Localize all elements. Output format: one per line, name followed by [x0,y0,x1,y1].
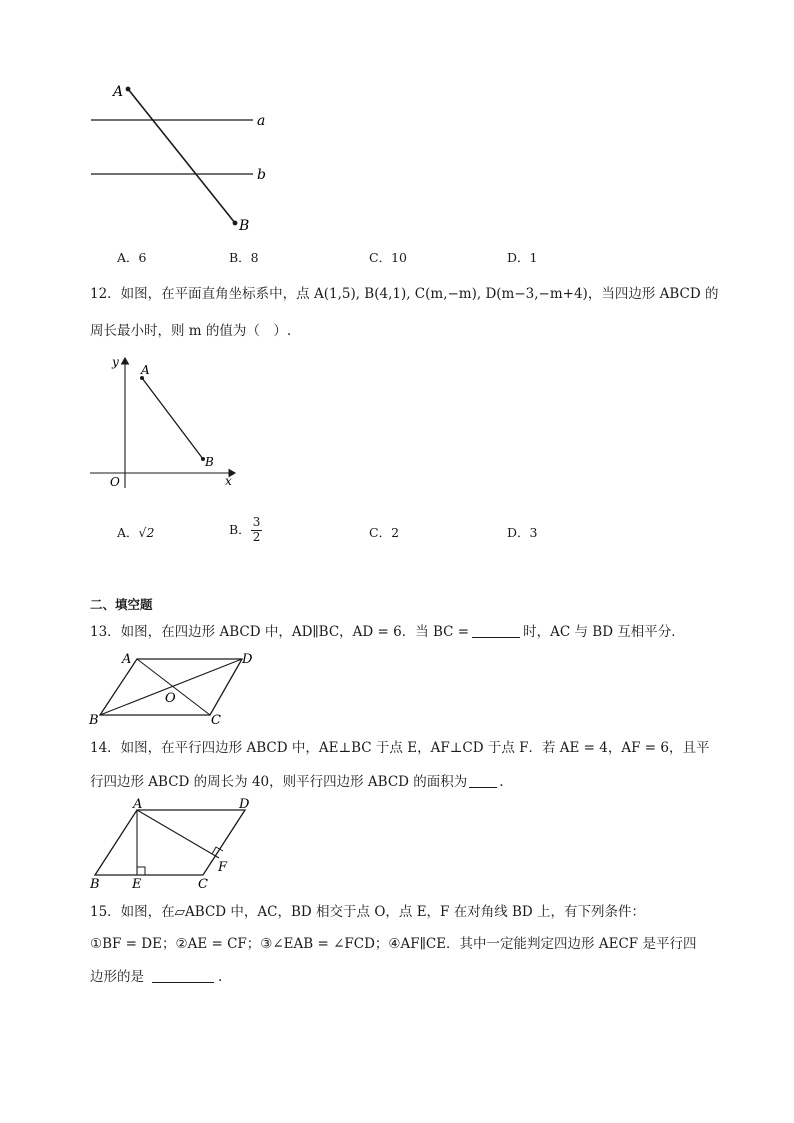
q13-text-before: 13．如图，在四边形 ABCD 中，AD∥BC，AD = 6．当 BC = [90,624,470,640]
segment-ab [142,378,203,459]
q15-line-2: ①BF = DE；②AE = CF；③∠EAB = ∠FCD；④AF∥CE．其中一定能判定四边形 AECF 是平行四 [90,936,697,952]
q12-option-b-fraction [251,516,263,545]
fraction-numerator: 3 [252,515,261,529]
point-b-dot [233,221,238,226]
q11-figure [80,78,280,238]
q12-option-a-value: √2 [138,525,155,540]
q11-option-b: B．8 [229,250,259,265]
q12-option-c: C．2 [369,525,400,540]
label-c: C [211,713,221,728]
fraction-denominator: 2 [252,529,261,544]
q13-text-after: 时，AC 与 BD 互相平分． [523,624,685,640]
q15-line-3 [90,970,222,985]
label-a: A [141,363,150,377]
q13-figure [85,648,265,728]
label-e: E [132,877,142,892]
label-line-b: b [257,167,266,183]
q13-answer-blank[interactable] [472,625,520,638]
q13-text [90,625,685,640]
q12-option-b [229,516,262,545]
q14-line-2-after: . [499,774,504,790]
q15-line-3-before: 边形的是 [90,969,144,985]
q14-line-2 [90,775,504,790]
diagonal-bd [100,659,242,715]
label-o: O [165,691,176,706]
label-a: A [122,652,132,667]
label-a: A [113,84,124,100]
section-title: 二、填空题 [90,597,153,612]
q11-option-d: D．1 [507,250,538,265]
right-angle-mark-e [137,867,145,875]
label-d: D [239,797,250,812]
label-b: B [89,713,99,728]
label-line-a: a [257,113,266,129]
label-b: B [239,218,250,234]
q15-line-1: 15．如图，在▱ABCD 中，AC，BD 相交于点 O，点 E，F 在对角线 BD 上，有下列条件： [90,904,646,920]
q12-option-a [117,527,154,540]
q14-line-1: 14．如图，在平行四边形 ABCD 中，AE⊥BC 于点 E，AF⊥CD 于点 F．若 AE = 4，AF = 6，且平 [90,740,710,756]
q14-answer-blank[interactable] [469,775,497,788]
q12-option-b-prefix: B． [229,522,251,538]
q11-option-c: C．10 [369,250,407,265]
q11-option-a: A．6 [117,250,147,265]
q14-line-2-before: 行四边形 ABCD 的周长为 40，则平行四边形 ABCD 的面积为 [90,774,468,790]
axis-y-label: y [112,355,119,369]
q12-line-2: 周长最小时，则 m 的值为（ ）. [90,323,292,339]
axis-x-label: x [225,474,232,488]
segment-ab [128,89,235,223]
point-a-dot [126,87,131,92]
q15-answer-blank[interactable] [152,970,214,983]
q12-option-a-prefix: A． [117,525,139,540]
q14-figure [85,795,275,895]
label-c: C [198,877,208,892]
diagonal-ac [137,659,210,715]
label-a: A [133,797,143,812]
q12-coordinate-figure [85,352,250,492]
label-f: F [218,860,228,875]
label-d: D [242,652,253,667]
q15-line-3-after: . [218,969,223,985]
q12-line-1: 12．如图，在平面直角坐标系中，点 A(1,5), B(4,1), C(m,−m), D(m−3,−m+4)，当四边形 ABCD 的 [90,286,719,302]
origin-label: O [110,475,120,489]
altitude-af [137,810,219,858]
label-b: B [205,455,214,469]
label-b: B [90,877,100,892]
q12-option-d: D．3 [507,525,538,540]
